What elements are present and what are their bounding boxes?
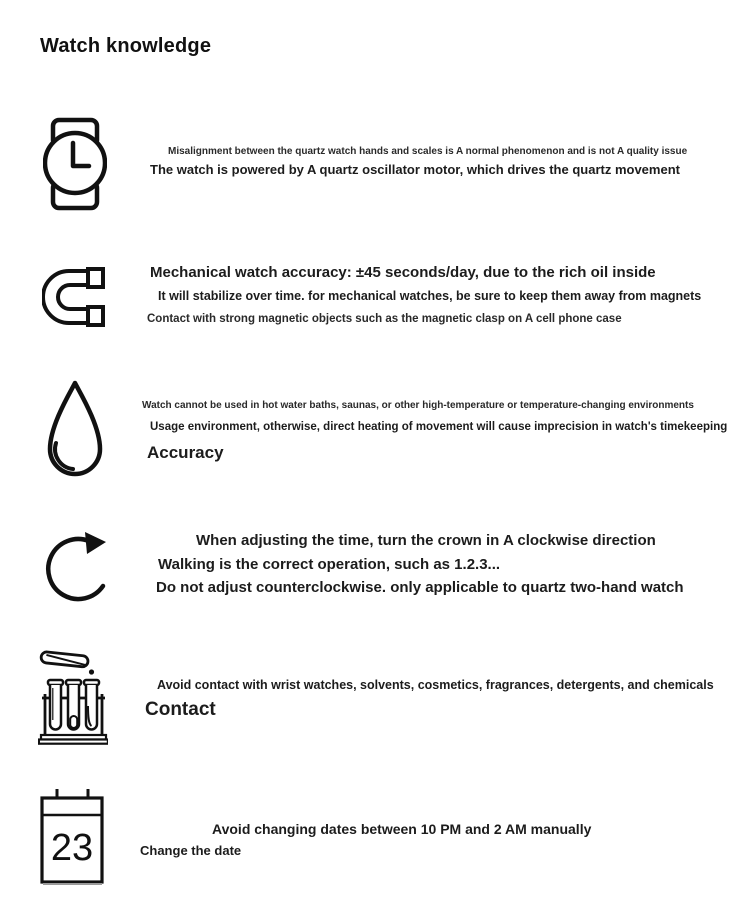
- calendar-day-number: 23: [50, 827, 94, 869]
- watch-icon: [43, 117, 107, 211]
- temperature-line-2: Usage environment, otherwise, direct heating of movement will cause imprecision in watch's timekeeping: [150, 421, 728, 433]
- temperature-line-1: Watch cannot be used in hot water baths, saunas, or other high-temperature or temperature-changing environments: [142, 400, 694, 411]
- page-title: Watch knowledge: [40, 35, 212, 57]
- water-drop-icon: [44, 379, 106, 478]
- contact-headline: Contact: [145, 699, 216, 720]
- crown-line-2: Walking is the correct operation, such as 1.2.3...: [158, 556, 501, 573]
- clockwise-arrow-icon: [45, 526, 109, 604]
- crown-line-3: Do not adjust counterclockwise. only applicable to quartz two-hand watch: [156, 579, 684, 596]
- crown-line-1: When adjusting the time, turn the crown in A clockwise direction: [196, 532, 656, 549]
- quartz-main-line: The watch is powered by A quartz oscillator motor, which drives the quartz movement: [150, 162, 680, 177]
- calendar-icon: [40, 788, 104, 885]
- magnet-line-2: It will stabilize over time. for mechanical watches, be sure to keep them away from magnets: [158, 289, 702, 303]
- quartz-note-line: Misalignment between the quartz watch hands and scales is A normal phenomenon and is not A quality issue: [168, 146, 688, 157]
- magnet-headline: Mechanical watch accuracy: ±45 seconds/day, due to the rich oil inside: [150, 264, 656, 281]
- date-change-line: Avoid changing dates between 10 PM and 2 AM manually: [212, 821, 592, 837]
- chemicals-line: Avoid contact with wrist watches, solvents, cosmetics, fragrances, detergents, and chemicals: [157, 678, 714, 692]
- magnet-icon: [42, 267, 106, 327]
- test-tubes-icon: [38, 650, 108, 745]
- accuracy-headline: Accuracy: [147, 443, 224, 462]
- date-change-caption: Change the date: [140, 843, 242, 858]
- magnet-line-3: Contact with strong magnetic objects such as the magnetic clasp on A cell phone case: [147, 313, 622, 325]
